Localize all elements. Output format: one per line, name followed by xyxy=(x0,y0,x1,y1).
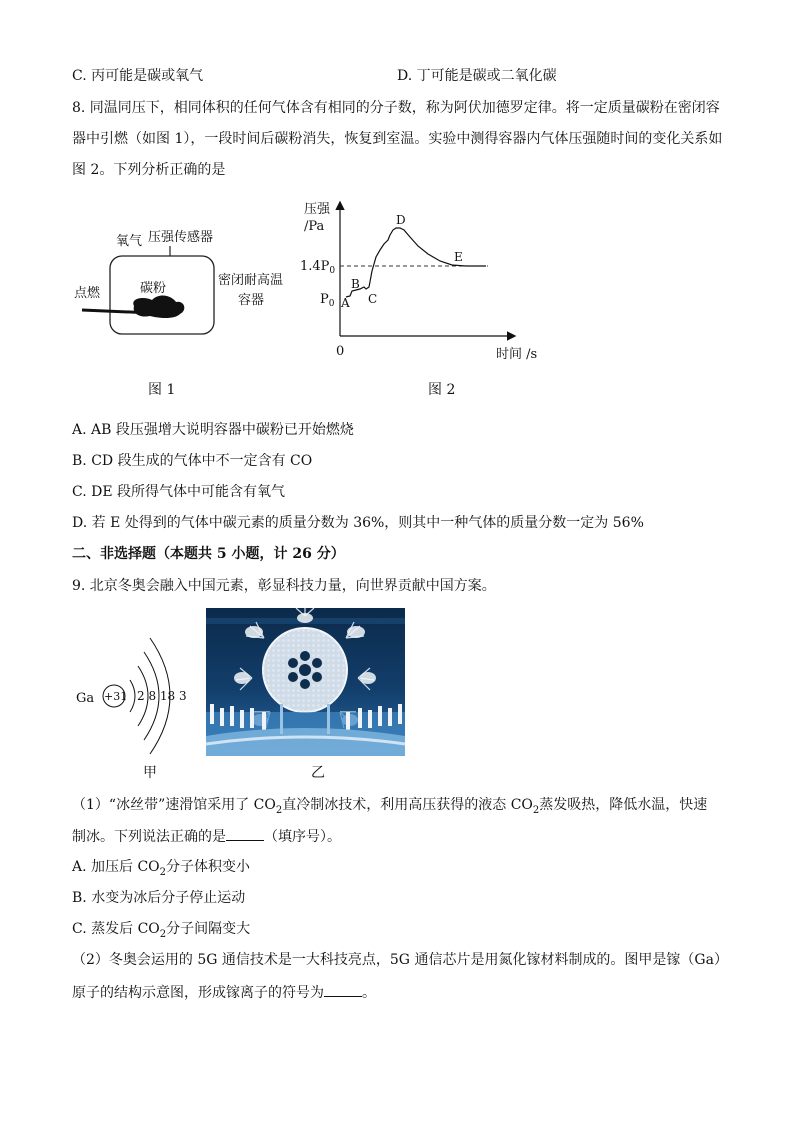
option-c-prev: C. 丙可能是碳或氧气 xyxy=(72,68,204,84)
label-oxygen: 氧气 xyxy=(116,234,143,249)
figure-2-caption: 图 2 xyxy=(428,382,456,398)
label-container-line1: 密闭耐高温 xyxy=(218,273,284,288)
q9-stem: 9. 北京冬奥会融入中国元素，彰显科技力量，向世界贡献中国方案。 xyxy=(72,578,496,594)
q9-sub1-option-c: C. 蒸发后 $CO_2$分子间隔变大 xyxy=(72,921,251,940)
q8-option-c: C. DE 段所得气体中可能含有氧气 xyxy=(72,484,286,500)
q9-sub2-line1: （2）冬奥会运用的 5G 通信技术是一大科技亮点，5G 通信芯片是用氮化镓材料制成的。图甲是镓（Ga） xyxy=(72,952,728,968)
section-2-heading: 二、非选择题（本题共 5 小题，计 26 分） xyxy=(72,546,345,562)
q9-sub1-option-b: B. 水变为冰后分子停止运动 xyxy=(72,890,246,906)
label-container-line2: 容器 xyxy=(238,293,265,308)
q8-option-b: B. CD 段生成的气体中不一定含有 CO xyxy=(72,453,313,469)
x-axis-label: 时间 /s xyxy=(496,347,538,362)
figure-1-diagram xyxy=(66,218,296,343)
origin-label: 0 xyxy=(336,344,345,359)
q8-option-a: A. AB 段压强增大说明容器中碳粉已开始燃烧 xyxy=(72,422,354,438)
q8-stem-line1: 8. 同温同压下，相同体积的任何气体含有相同的分子数，称为阿伏加德罗定律。将一定质量碳粉在密闭容 xyxy=(72,100,720,116)
point-label-e: E xyxy=(454,250,463,264)
figure-2-graph xyxy=(296,195,556,365)
q8-option-d: D. 若 E 处得到的气体中碳元素的质量分数为 36%，则其中一种气体的质量分数一定为 56% xyxy=(72,515,644,531)
label-ignite: 点燃 xyxy=(74,286,101,301)
point-label-c: C xyxy=(368,292,378,306)
q9-sub1-option-a: A. 加压后 $CO_2$分子体积变小 xyxy=(72,859,251,878)
y-axis-label-line1: 压强 xyxy=(304,202,331,217)
point-label-d: D xyxy=(396,213,406,227)
electron-counts: 2 8 18 3 xyxy=(137,689,187,703)
answer-blank-1[interactable] xyxy=(226,826,264,841)
q8-stem-line3: 图 2。下列分析正确的是 xyxy=(72,162,226,178)
atom-diagram-caption: 甲 xyxy=(143,765,157,781)
electron-shell-1 xyxy=(130,680,135,712)
point-label-b: B xyxy=(351,277,360,291)
y-axis-label-line2: /Pa xyxy=(304,219,325,234)
photo-caption: 乙 xyxy=(311,765,325,781)
label-carbon-powder: 碳粉 xyxy=(140,281,167,296)
q8-stem-line2: 器中引燃（如图 1），一段时间后碳粉消失，恢复到室温。实验中测得容器内气体压强随时间的变化关系如 xyxy=(72,131,723,147)
tick-label-1-4p0: $1.4P_0$ xyxy=(300,259,336,276)
q9-sub2-line2: 原子的结构示意图，形成镓离子的符号为 。 xyxy=(72,982,376,1003)
point-label-a: A xyxy=(341,296,350,310)
tick-label-p0: $P_0$ xyxy=(320,292,335,309)
pressure-curve xyxy=(346,228,486,297)
label-pressure-sensor: 压强传感器 xyxy=(148,230,214,245)
answer-blank-2[interactable] xyxy=(324,982,362,997)
nucleus-charge: +31 xyxy=(104,690,128,703)
q9-sub1-line2: 制冰。下列说法正确的是 （填序号）。 xyxy=(72,826,341,847)
q9-sub1-line1: （1）“冰丝带”速滑馆采用了 $CO_2$直冷制冰技术，利用高压获得的液态 $CO_2$蒸发吸热，降低水温，快速 xyxy=(72,797,708,816)
figure-1-caption: 图 1 xyxy=(148,382,176,398)
element-symbol: Ga xyxy=(76,691,95,706)
carbon-powder-pile xyxy=(133,296,184,318)
gallium-atom-diagram xyxy=(70,618,195,758)
option-d-prev: D. 丁可能是碳或二氧化碳 xyxy=(397,68,557,84)
olympic-snowflake-photo xyxy=(206,608,405,756)
